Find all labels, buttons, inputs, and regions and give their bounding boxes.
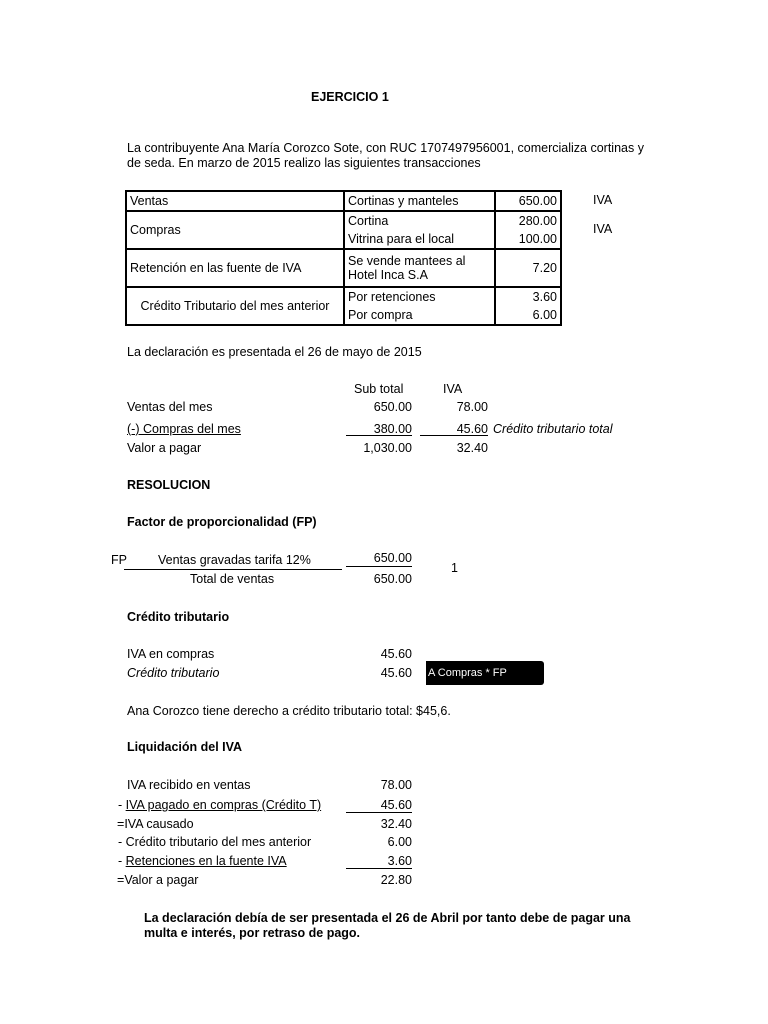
page-title: EJERCICIO 1 <box>311 90 389 104</box>
liq-row-2-text: IVA pagado en compras (Crédito T) <box>125 798 322 812</box>
fp-value-line <box>346 566 412 567</box>
liq-row-3-text: IVA causado <box>124 817 194 831</box>
compras-mes-iva: 45.60 <box>456 422 488 436</box>
transactions-table <box>125 190 562 326</box>
liq-row-5-prefix: - <box>118 854 126 868</box>
fp-denominator-value: 650.00 <box>373 572 412 586</box>
formula-text: A Compras * FP <box>428 667 507 679</box>
intro-line-2: de seda. En marzo de 2015 realizo las siguientes transacciones <box>127 156 481 170</box>
credito-value-1: 3.60 <box>495 287 561 306</box>
fp-fraction-line <box>124 569 342 570</box>
valor-pagar-label: Valor a pagar <box>127 441 202 455</box>
iva-compras-label: IVA en compras <box>127 647 215 661</box>
iva-underline <box>420 435 488 436</box>
credito-tributario-label: Crédito tributario <box>127 666 220 680</box>
table-row <box>126 287 561 306</box>
closing-line-1: La declaración debía de ser presentada el 26 de Abril por tanto debe de pagar una <box>144 911 631 925</box>
iva-tag-compras: IVA <box>593 222 613 236</box>
liq-row-4-text: Crédito tributario del mes anterior <box>125 835 312 849</box>
compras-item-1: Cortina <box>344 211 495 230</box>
formula-box <box>426 661 544 685</box>
liq-row-6-label <box>117 872 198 888</box>
credito-heading: Crédito tributario <box>127 610 230 624</box>
resolucion-heading: RESOLUCION <box>127 478 211 492</box>
liq-row-4-prefix: - <box>118 835 126 849</box>
compras-mes-label: (-) Compras del mes <box>127 422 241 436</box>
liq-row-2-label <box>118 797 321 813</box>
compras-value-1: 280.00 <box>495 211 561 230</box>
col-subtotal-header: Sub total <box>354 382 404 396</box>
ventas-mes-label: Ventas del mes <box>127 400 213 414</box>
fp-denominator-label: Total de ventas <box>190 572 275 586</box>
ventas-mes-subtotal: 650.00 <box>373 400 412 414</box>
credito-anterior-label: Crédito Tributario del mes anterior <box>126 287 344 325</box>
liq-row-4-label <box>118 834 311 850</box>
ventas-value: 650.00 <box>495 191 561 211</box>
liq-row-1-label <box>127 777 250 793</box>
closing-line-2: multa e interés, por retraso de pago. <box>144 926 361 940</box>
liq-row-2-prefix: - <box>118 798 126 812</box>
fp-heading: Factor de proporcionalidad (FP) <box>127 515 317 529</box>
liq-row-6-text: Valor a pagar <box>124 873 199 887</box>
liq-row-6-value: 22.80 <box>380 873 412 887</box>
table-row <box>126 191 561 211</box>
retencion-item-line-1: Se vende mantees al <box>348 254 466 268</box>
derecho-text: Ana Corozco tiene derecho a crédito tributario total: $45,6. <box>127 704 451 718</box>
liquidacion-heading: Liquidación del IVA <box>127 740 243 754</box>
iva-compras-value: 45.60 <box>380 647 412 661</box>
intro-line-1: La contribuyente Ana María Corozco Sote, con RUC 1707497956001, comercializa cortinas y <box>127 141 644 155</box>
credito-item-2: Por compra <box>344 306 495 325</box>
valor-pagar-subtotal: 1,030.00 <box>363 441 412 455</box>
liq-row-1-value: 78.00 <box>380 778 412 792</box>
col-iva-header: IVA <box>443 382 463 396</box>
liq-row-5-label <box>118 853 287 869</box>
subtotal-underline <box>346 435 412 436</box>
credito-tributario-value: 45.60 <box>380 666 412 680</box>
liq-row-5-text: Retenciones en la fuente IVA <box>125 854 287 868</box>
fp-numerator-value: 650.00 <box>373 551 412 565</box>
liq-row-3-prefix: = <box>117 817 125 831</box>
compras-mes-subtotal: 380.00 <box>373 422 412 436</box>
retencion-item-line-2: Hotel Inca S.A <box>348 268 428 282</box>
fp-result: 1 <box>451 561 458 575</box>
ventas-label: Ventas <box>126 191 344 211</box>
credito-value-2: 6.00 <box>495 306 561 325</box>
retencion-label: Retención en las fuente de IVA <box>126 249 344 287</box>
credito-item-1: Por retenciones <box>344 287 495 306</box>
compras-value-2: 100.00 <box>495 230 561 249</box>
liq-row-1-text: IVA recibido en ventas <box>127 778 251 792</box>
liq-row-3-value: 32.40 <box>380 817 412 831</box>
liq-row-6-prefix: = <box>117 873 125 887</box>
liq-row-5-value: 3.60 <box>387 854 412 868</box>
liq-row-3-label <box>117 816 194 832</box>
valor-pagar-iva: 32.40 <box>456 441 488 455</box>
fp-numerator-label: Ventas gravadas tarifa 12% <box>158 553 311 567</box>
liq-row-5-underline <box>346 868 412 869</box>
table-row <box>126 249 561 287</box>
fp-label: FP <box>111 553 127 567</box>
iva-tag-ventas: IVA <box>593 193 613 207</box>
credito-tributario-total-note: Crédito tributario total <box>493 422 613 436</box>
compras-item-2: Vitrina para el local <box>344 230 495 249</box>
compras-label: Compras <box>126 211 344 249</box>
liq-row-2-value: 45.60 <box>380 798 412 812</box>
ventas-item: Cortinas y manteles <box>344 191 495 211</box>
retencion-item <box>344 249 495 287</box>
liq-row-4-value: 6.00 <box>387 835 412 849</box>
declaracion-text: La declaración es presentada el 26 de mayo de 2015 <box>127 345 422 359</box>
retencion-value: 7.20 <box>495 249 561 287</box>
table-row <box>126 211 561 230</box>
ventas-mes-iva: 78.00 <box>456 400 488 414</box>
liq-row-2-underline <box>346 812 412 813</box>
